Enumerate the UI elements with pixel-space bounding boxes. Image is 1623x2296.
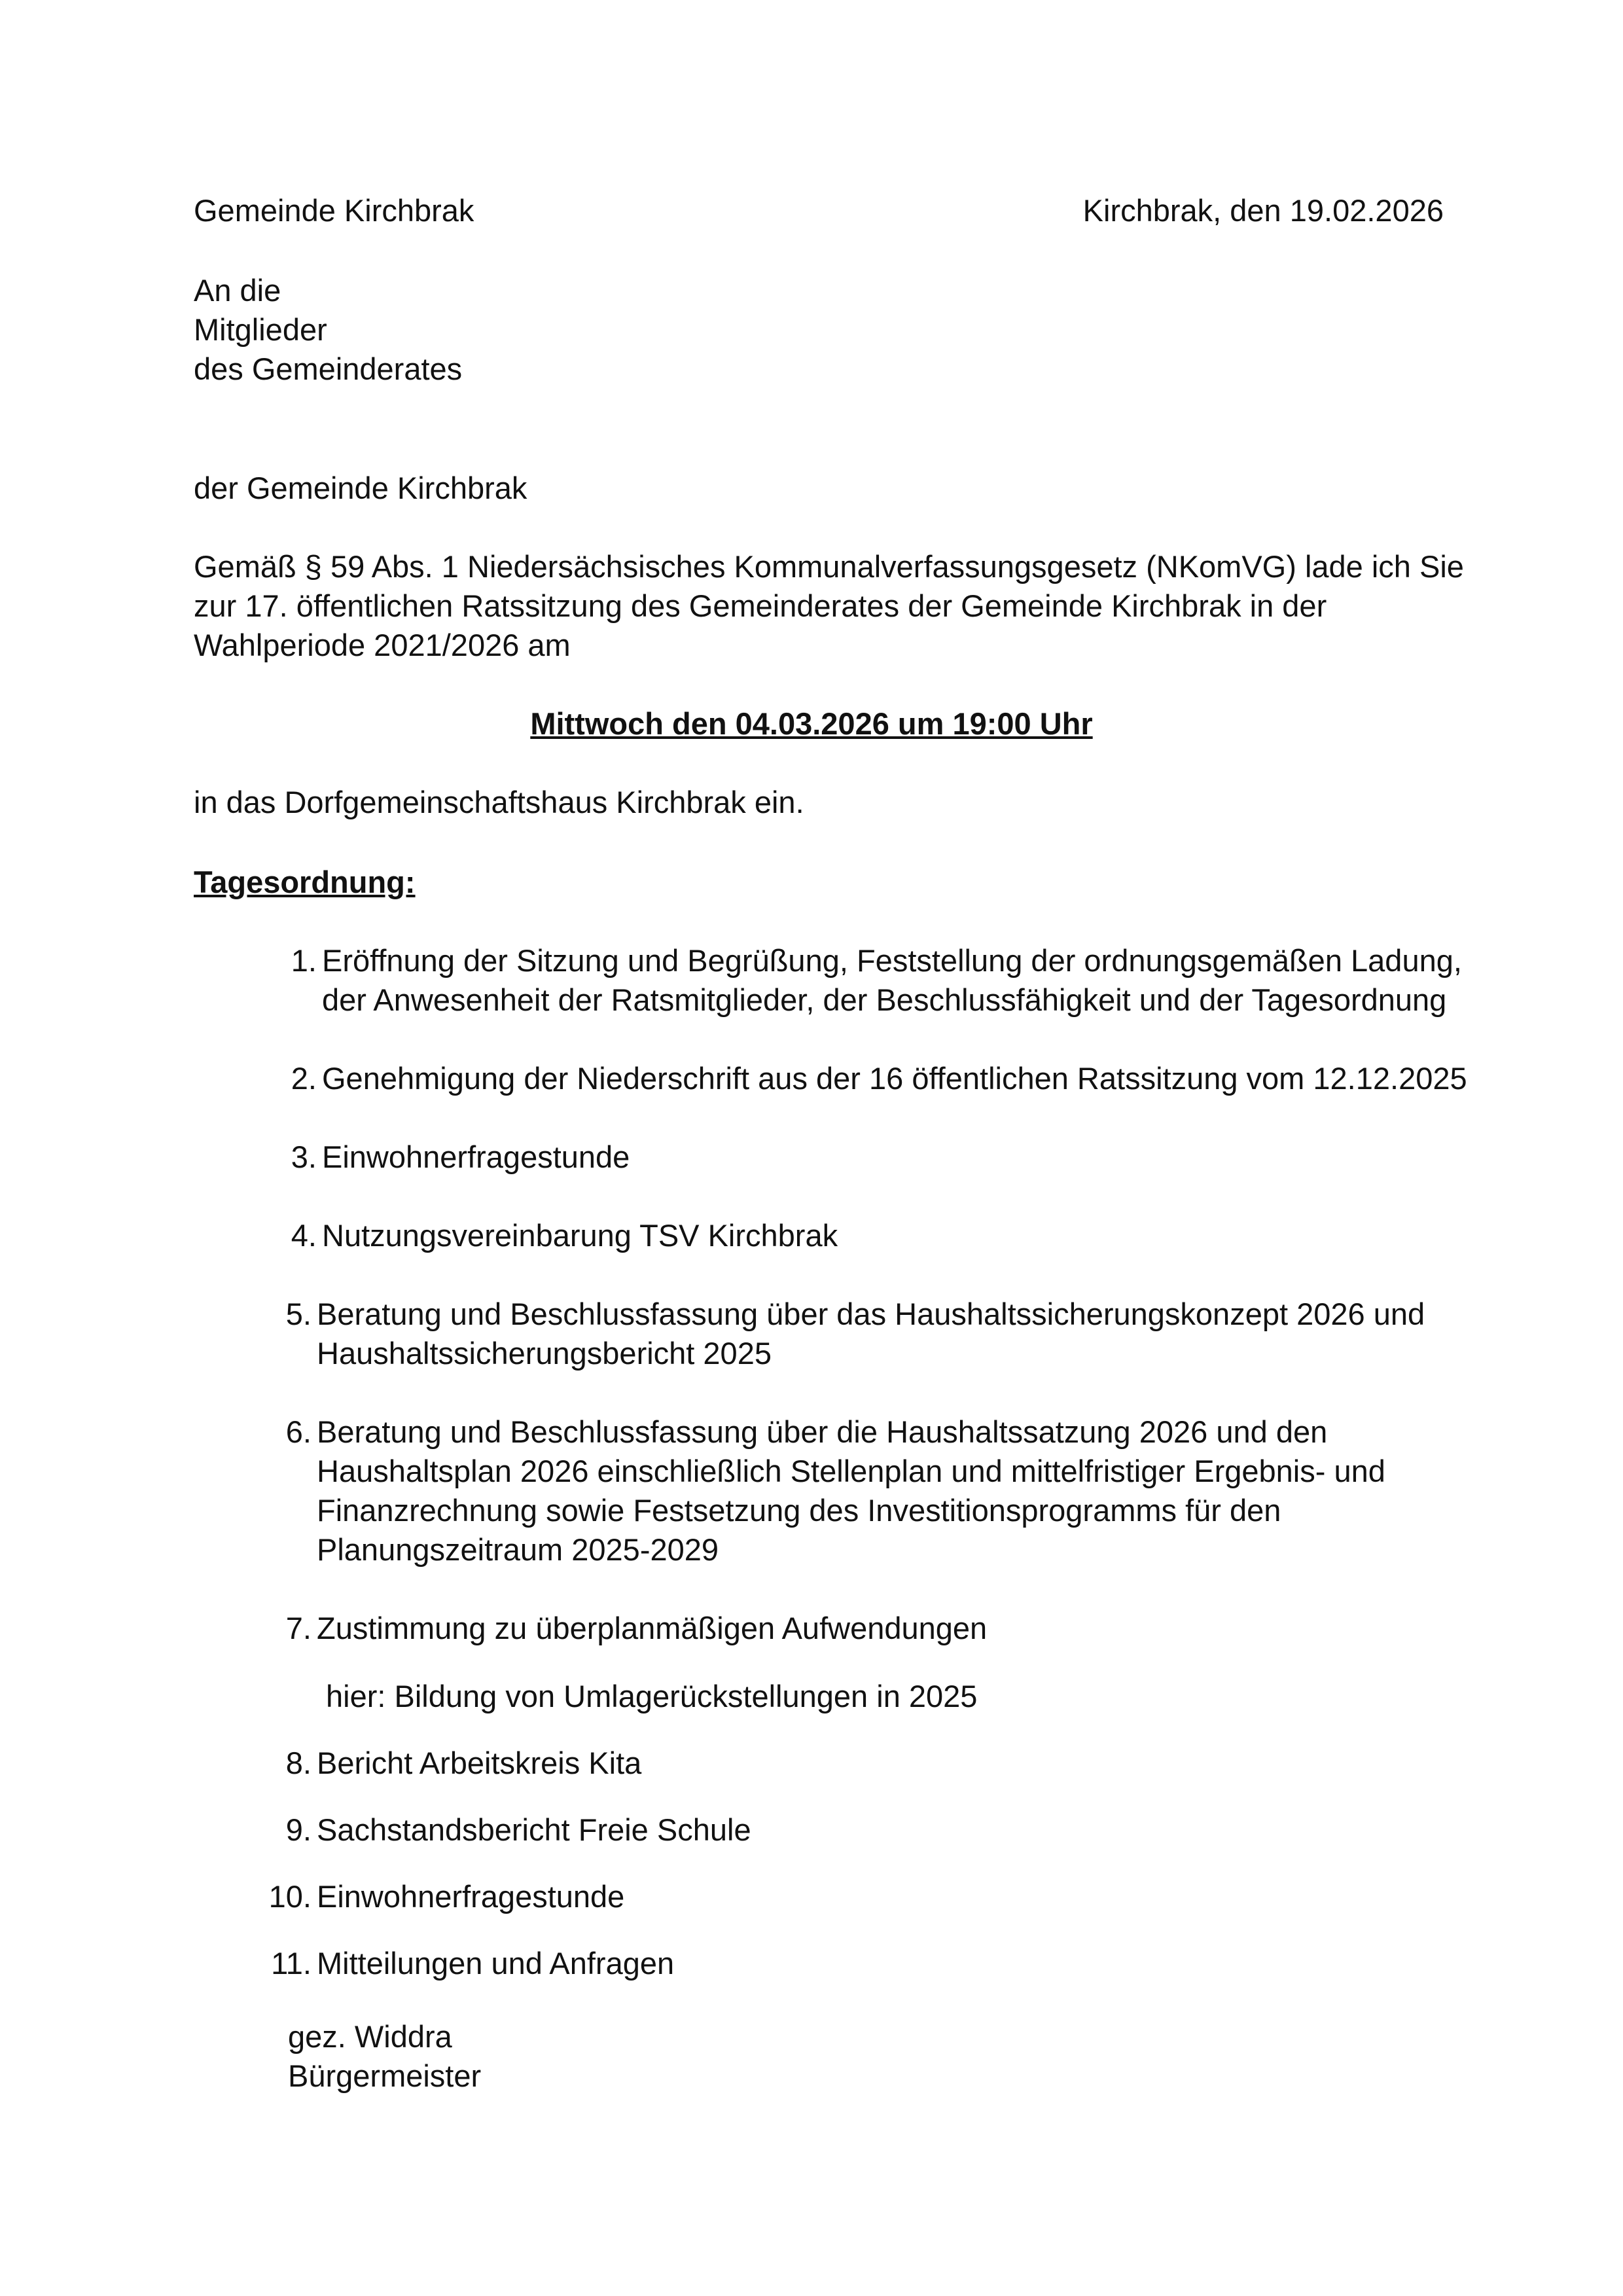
agenda-item-text: Mitteilungen und Anfragen [317,1946,675,1981]
agenda-item-text: Haushaltssicherungsbericht 2025 [317,1336,772,1371]
agenda-item-text: Haushaltsplan 2026 einschließlich Stellenplan und mittelfristiger Ergebnis- und [317,1454,1385,1488]
agenda-item-subline: hier: Bildung von Umlagerückstellungen in 2025 [326,1679,978,1713]
agenda-item-number: 9. [285,1812,312,1847]
agenda-item-text: Sachstandsbericht Freie Schule [317,1812,751,1847]
intro-line: zur 17. öffentlichen Ratssitzung des Gemeinderates der Gemeinde Kirchbrak in der [194,588,1327,623]
agenda-item-text: Zustimmung zu überplanmäßigen Aufwendungen [317,1611,988,1645]
agenda-item-text: Finanzrechnung sowie Festsetzung des Investitionsprogramms für den [317,1493,1281,1528]
agenda-item-text: Beratung und Beschlussfassung über die Haushaltssatzung 2026 und den [317,1414,1328,1449]
agenda-item-text: Beratung und Beschlussfassung über das Haushaltssicherungskonzept 2026 und [317,1297,1425,1331]
agenda-item-text: der Anwesenheit der Ratsmitglieder, der Beschlussfähigkeit und der Tagesordnung [322,982,1447,1017]
agenda-item-number: 8. [285,1746,312,1780]
meeting-datetime: Mittwoch den 04.03.2026 um 19:00 Uhr [530,706,1093,741]
intro-line: Wahlperiode 2021/2026 am [194,628,571,662]
agenda-item-number: 3. [291,1139,317,1174]
agenda-item-text: Nutzungsvereinbarung TSV Kirchbrak [322,1218,838,1253]
recipient-line: An die [194,273,281,308]
agenda-item-number: 4. [291,1218,317,1253]
signature-title: Bürgermeister [288,2058,482,2093]
intro-line: Gemäß § 59 Abs. 1 Niedersächsisches Kommunalverfassungsgesetz (NKomVG) lade ich Sie [194,549,1464,584]
agenda-item-text: Einwohnerfragestunde [317,1879,625,1914]
signature-name: gez. Widdra [288,2019,452,2054]
agenda-item-number: 7. [285,1611,312,1645]
agenda-heading: Tagesordnung: [194,865,416,899]
agenda-item-number: 1. [291,943,317,978]
agenda-item-number: 6. [285,1414,312,1449]
intro-paragraph [194,547,1464,665]
agenda-item-text: Eröffnung der Sitzung und Begrüßung, Feststellung der ordnungsgemäßen Ladung, [322,943,1462,978]
agenda-item-text: Einwohnerfragestunde [322,1139,630,1174]
recipient-line: des Gemeinderates [194,351,463,386]
agenda-item-text: Planungszeitraum 2025-2029 [317,1532,719,1567]
recipient-line: Mitglieder [194,312,327,347]
agenda-item-number: 5. [285,1297,312,1331]
place-date: Kirchbrak, den 19.02.2026 [1082,193,1444,228]
signature-block [288,2017,481,2096]
agenda-item-text: Genehmigung der Niederschrift aus der 16 öffentlichen Ratssitzung vom 12.12.2025 [322,1061,1467,1096]
agenda-item-number: 10. [268,1879,312,1914]
sender-name: Gemeinde Kirchbrak [194,193,474,228]
agenda-item-number: 11. [271,1946,312,1981]
agenda-item-number: 2. [291,1061,317,1096]
agenda-item-text: Bericht Arbeitskreis Kita [317,1746,642,1780]
location-line: in das Dorfgemeinschaftshaus Kirchbrak ein. [194,785,804,819]
recipient-block [194,271,462,389]
municipality-line: der Gemeinde Kirchbrak [194,471,527,505]
